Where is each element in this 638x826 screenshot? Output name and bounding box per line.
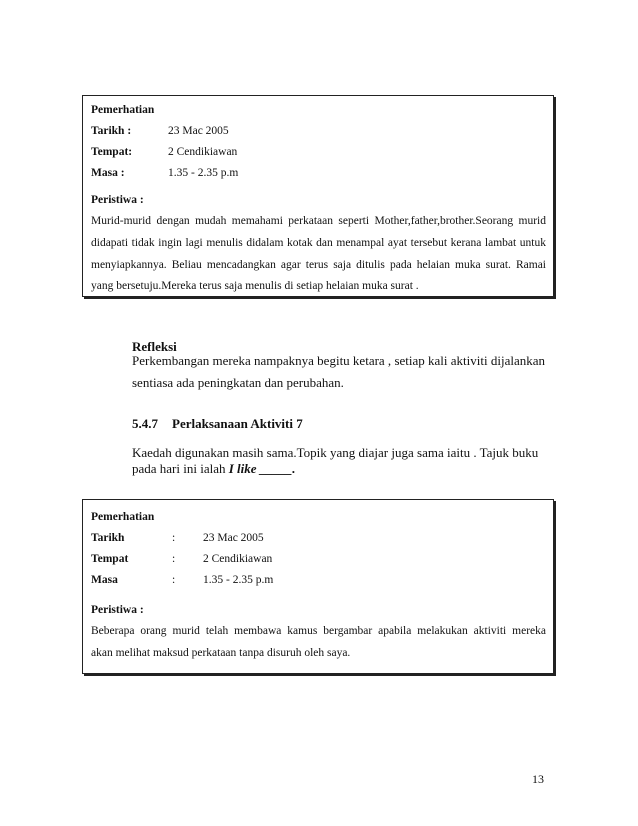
masa-value: 1.35 - 2.35 p.m bbox=[168, 167, 239, 179]
peristiwa-line: Murid-murid dengan mudah memahami perkataan seperti Mother,father,brother.Seorang murid bbox=[91, 215, 546, 227]
section-number: 5.4.7 bbox=[132, 416, 158, 431]
tempat-label: Tempat bbox=[91, 553, 129, 565]
peristiwa-label: Peristiwa : bbox=[91, 604, 144, 616]
refleksi-line: sentiasa ada peningkatan dan perubahan. bbox=[132, 375, 344, 390]
peristiwa-line: akan melihat maksud perkataan tanpa disuruh oleh saya. bbox=[91, 647, 351, 659]
tempat-label: Tempat: bbox=[91, 146, 133, 158]
colon: : bbox=[172, 553, 176, 565]
tarikh-label: Tarikh bbox=[91, 532, 125, 544]
peristiwa-label: Peristiwa : bbox=[91, 194, 144, 206]
refleksi-heading: Refleksi bbox=[132, 339, 177, 354]
section-title: Perlaksanaan Aktiviti 7 bbox=[172, 416, 303, 431]
observation-heading: Pemerhatian bbox=[91, 511, 155, 523]
peristiwa-line: yang bersetuju.Mereka terus saja menulis di setiap helaian muka surat . bbox=[91, 280, 419, 292]
peristiwa-line: didapati tidak ingin lagi menulis didalam kotak dan menampal ayat tersebut kerana lambat untuk bbox=[91, 237, 546, 249]
refleksi-line: Perkembangan mereka nampaknya begitu ketara , setiap kali aktiviti dijalankan bbox=[132, 353, 545, 368]
section-text-line bbox=[132, 461, 296, 477]
masa-label: Masa bbox=[91, 574, 118, 586]
tarikh-value: 23 Mac 2005 bbox=[168, 125, 229, 137]
tempat-value: 2 Cendikiawan bbox=[203, 553, 273, 565]
colon: : bbox=[172, 532, 176, 544]
section-text-line: Kaedah digunakan masih sama.Topik yang diajar juga sama iaitu . Tajuk buku bbox=[132, 445, 539, 460]
tempat-value: 2 Cendikiawan bbox=[168, 146, 238, 158]
tarikh-label: Tarikh : bbox=[91, 125, 132, 137]
colon: : bbox=[172, 574, 176, 586]
masa-label: Masa : bbox=[91, 167, 125, 179]
observation-heading: Pemerhatian bbox=[91, 104, 155, 116]
book-title: I like _____. bbox=[228, 461, 296, 476]
masa-value: 1.35 - 2.35 p.m bbox=[203, 574, 274, 586]
book-intro: pada hari ini ialah bbox=[132, 461, 229, 476]
peristiwa-line: menyiapkannya. Beliau mencadangkan agar terus saja ditulis pada helaian muka surat. Ramai bbox=[91, 259, 546, 271]
tarikh-value: 23 Mac 2005 bbox=[203, 532, 264, 544]
page-number: 13 bbox=[532, 772, 544, 786]
peristiwa-line: Beberapa orang murid telah membawa kamus bergambar apabila melakukan aktiviti mereka bbox=[91, 625, 546, 637]
